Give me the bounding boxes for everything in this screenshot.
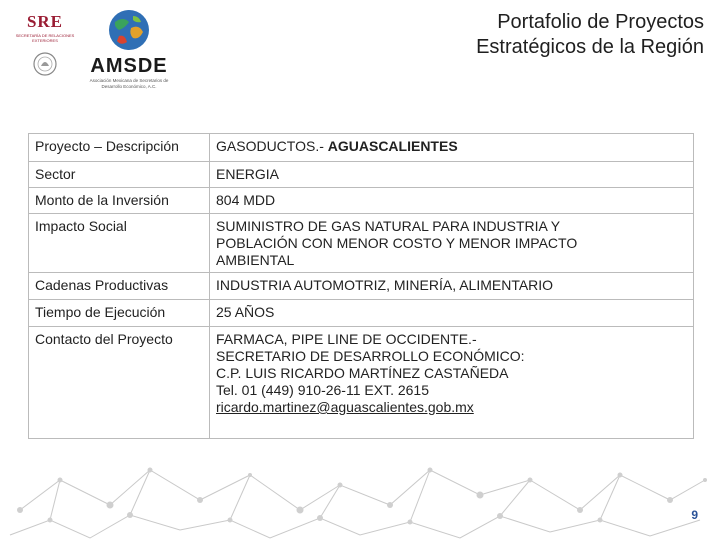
row-label: Proyecto – Descripción: [29, 134, 210, 162]
amsde-logo-subtitle: Asociación Mexicana de Secretarios de Desarrollo Económico, A.C.: [89, 78, 169, 89]
row-value: INDUSTRIA AUTOMOTRIZ, MINERÍA, ALIMENTARIO: [210, 273, 694, 300]
row-label: Impacto Social: [29, 214, 210, 273]
row-label: Cadenas Productivas: [29, 273, 210, 300]
table-row: [29, 327, 694, 439]
table-row: [29, 214, 694, 273]
title-line-2: Estratégicos de la Región: [476, 36, 704, 58]
contact-phone: Tel. 01 (449) 910-26-11 EXT. 2615: [216, 382, 429, 398]
table-row: [29, 162, 694, 188]
row-value: ENERGIA: [210, 162, 694, 188]
sre-logo-text: SRE: [26, 12, 64, 31]
amsde-logo: [84, 8, 174, 89]
contact-email-link[interactable]: ricardo.martinez@aguascalientes.gob.mx: [216, 399, 474, 415]
row-label: Tiempo de Ejecución: [29, 300, 210, 327]
row-value: [210, 134, 694, 162]
table-row: [29, 134, 694, 162]
sre-logo: [12, 12, 78, 82]
contact-line: FARMACA, PIPE LINE DE OCCIDENTE.-: [216, 331, 477, 347]
mexico-seal-icon: [32, 51, 58, 77]
contact-line: SECRETARIO DE DESARROLLO ECONÓMICO:: [216, 348, 525, 364]
project-state: AGUASCALIENTES: [327, 138, 458, 154]
row-label: Contacto del Proyecto: [29, 327, 210, 439]
row-value: [210, 327, 694, 439]
project-name: GASODUCTOS.-: [216, 138, 328, 154]
globe-icon: [107, 8, 151, 52]
sre-logo-subtitle: SECRETARÍA DE RELACIONES EXTERIORES: [15, 33, 75, 43]
page-number: 9: [691, 508, 698, 522]
row-label: Monto de la Inversión: [29, 188, 210, 214]
title-line-1: Portafolio de Proyectos: [497, 11, 704, 33]
row-value: 25 AÑOS: [210, 300, 694, 327]
amsde-logo-text: AMSDE: [90, 55, 168, 77]
row-value: 804 MDD: [210, 188, 694, 214]
row-label: Sector: [29, 162, 210, 188]
project-info-table: [28, 133, 694, 439]
network-decoration: [0, 450, 720, 540]
row-value: SUMINISTRO DE GAS NATURAL PARA INDUSTRIA Y POBLACIÓN CON MENOR COSTO Y MENOR IMPACTO AMBIENTAL: [210, 214, 694, 273]
table-row: [29, 300, 694, 327]
table-row: [29, 273, 694, 300]
contact-line: C.P. LUIS RICARDO MARTÍNEZ CASTAÑEDA: [216, 365, 509, 381]
page-title: [476, 10, 704, 60]
table-row: [29, 188, 694, 214]
